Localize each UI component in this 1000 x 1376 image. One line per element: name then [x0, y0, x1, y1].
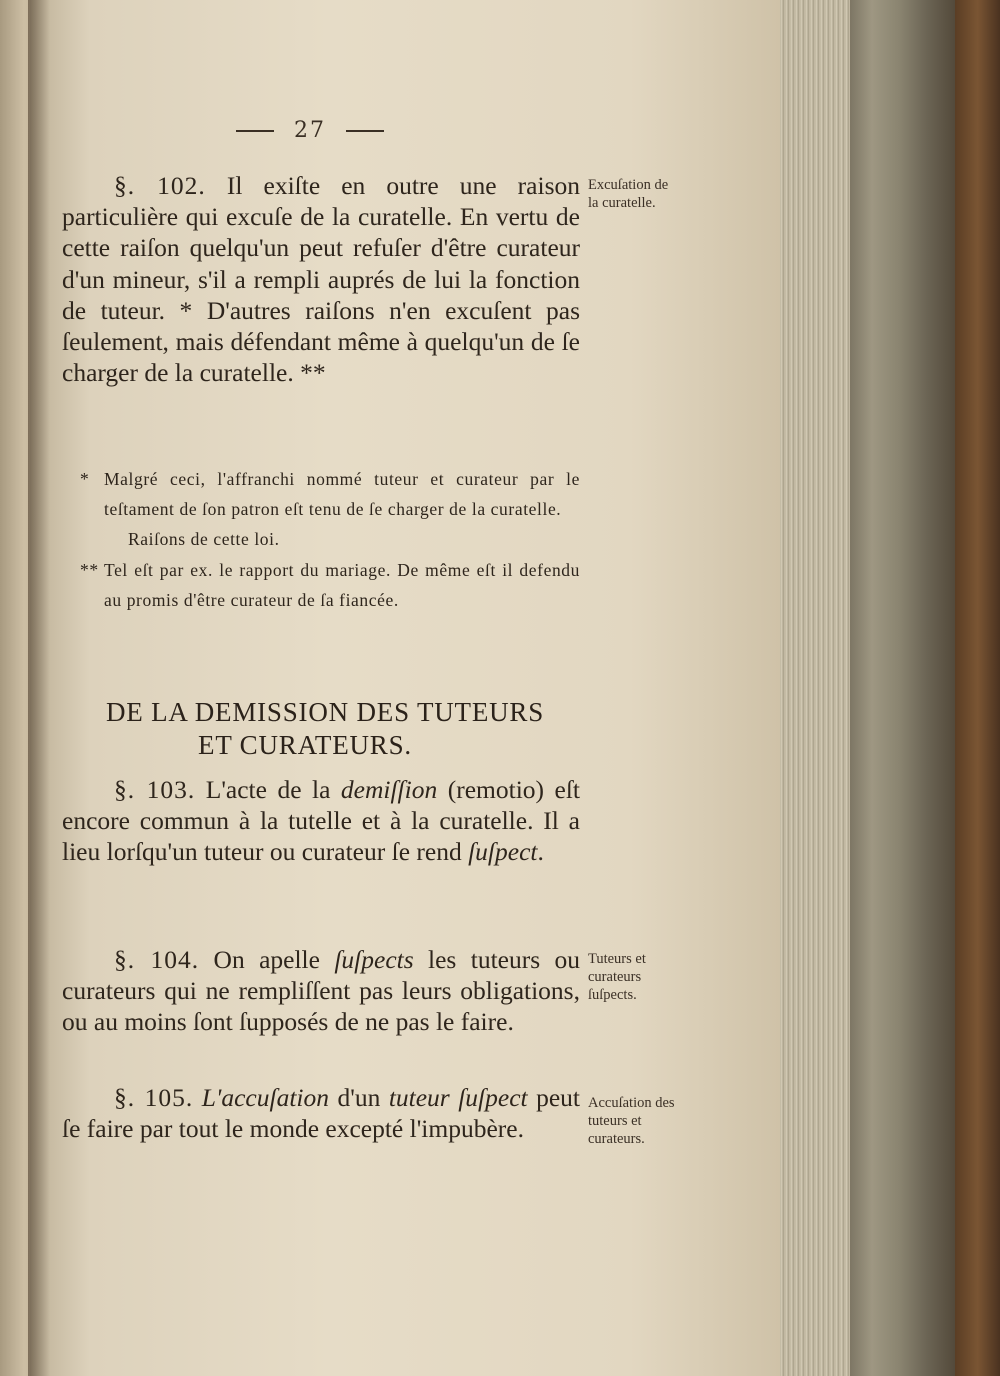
section-102 — [62, 170, 580, 388]
section-105 — [62, 1082, 580, 1144]
section-number: §. 104. — [114, 945, 200, 974]
running-head-dash-left — [236, 130, 274, 132]
section-text: peut ſe faire par tout le monde excepté l'impubère. — [62, 1083, 580, 1144]
page-number: 27 — [294, 118, 326, 143]
margin-note-excuse: Excuſation de la curatelle. — [588, 177, 669, 211]
section-103 — [62, 774, 580, 868]
footnote-mark: * — [80, 469, 90, 489]
book-cover-edge — [955, 0, 1000, 1376]
page-edges-dark — [850, 0, 960, 1376]
margin-note-suspects: Tuteurs et curateurs ſuſpects. — [588, 951, 646, 1003]
section-term: ſuſpect — [468, 837, 538, 867]
section-term: L'accuſation — [201, 1083, 329, 1112]
heading-line-2: ET CURATEURS. — [198, 730, 412, 760]
footnote-text: Malgré ceci, l'affranchi nommé tuteur et curateur par le teſtament de ſon patron eſt tenu de ſe charger de la curatelle. — [104, 469, 580, 520]
section-text: L'acte de la — [205, 775, 341, 804]
section-text: d'un — [329, 1083, 389, 1112]
section-text: (remotio) eſt encore commun à la tutelle et à la curatelle. Il a lieu lorſqu'un tuteur ou curateur ſe rend — [62, 775, 581, 867]
section-heading — [60, 696, 590, 762]
footnote-subtext: Raiſons de cette loi. — [128, 529, 280, 550]
footnote-text: Tel eſt par ex. le rapport du mariage. De même eſt il defendu au promis d'être curateur de ſa fiancée. — [104, 559, 580, 610]
footnote-2 — [80, 555, 580, 615]
section-term: ſuſpects — [334, 945, 414, 974]
margin-note-accusation: Accuſation des tuteurs et curateurs. — [588, 1095, 675, 1147]
section-body: Il exiſte en outre une raison particulière qui excuſe de la curatelle. En vertu de cette raiſon quelqu'un peut refuſer d'être curateur d'un mineur, s'il a rempli auprés de lui la fonction de tuteur. * D'autres raiſons n'en excuſent pas ſeulement, mais défendant même à quelqu'un de ſe charger de la curatelle. ** — [62, 171, 580, 388]
section-text: les tuteurs ou curateurs qui ne rempliſſent pas leurs obligations, ou au moins ſont ſupposés de ne pas le faire. — [62, 945, 581, 1037]
page-edges — [780, 0, 860, 1376]
running-head — [236, 118, 416, 143]
section-104 — [62, 944, 580, 1038]
running-head-dash-right — [346, 130, 384, 132]
heading-line-1: DE LA DEMISSION DES TUTEURS — [105, 697, 545, 727]
section-term: tuteur ſuſpect — [388, 1083, 528, 1112]
section-text: . — [537, 837, 544, 867]
section-number: §. 105. — [114, 1083, 194, 1112]
footnote-1 — [80, 464, 580, 524]
section-text: On apelle — [213, 945, 335, 974]
footnote-1-sub — [80, 524, 580, 554]
footnote-mark: ** — [80, 559, 99, 580]
footnotes — [80, 464, 580, 615]
gutter-shadow — [28, 0, 50, 1376]
section-number: §. 102. — [114, 171, 206, 200]
section-term: demiſſion — [340, 775, 438, 804]
section-number: §. 103. — [114, 775, 196, 804]
